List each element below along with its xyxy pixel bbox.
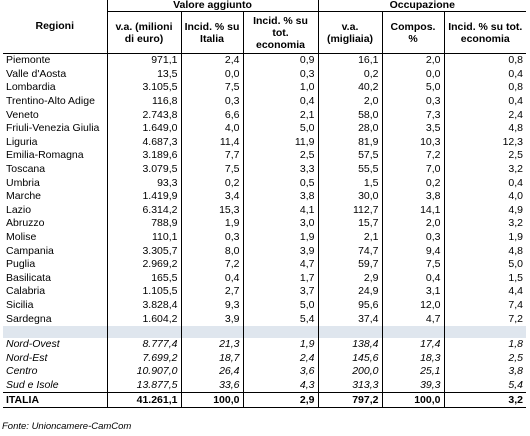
separator-cell — [3, 326, 107, 338]
group-header-row — [3, 0, 526, 12]
table-cell: 5,4 — [243, 312, 318, 326]
table-cell: 5,4 — [444, 379, 526, 393]
table-cell: 7,4 — [444, 299, 526, 313]
table-cell: 5,0 — [243, 122, 318, 136]
table-cell: 112,7 — [318, 204, 382, 218]
table-cell: 3,2 — [444, 163, 526, 177]
table-cell: 3,8 — [382, 190, 444, 204]
table-row — [3, 204, 526, 218]
table-cell: 4,8 — [444, 122, 526, 136]
table-cell: 95,6 — [318, 299, 382, 313]
table-cell: 13,5 — [107, 68, 181, 82]
row-label: Toscana — [6, 163, 46, 176]
table-cell: 7,5 — [181, 163, 243, 177]
table-cell: 4,3 — [243, 379, 318, 393]
table-cell: 1,9 — [243, 231, 318, 245]
table-cell: 57,5 — [318, 149, 382, 163]
table-cell: 1.649,0 — [107, 122, 181, 136]
valore-aggiunto-header: Valore aggiunto — [107, 0, 318, 12]
table-row — [3, 108, 526, 122]
row-label: Basilicata — [6, 271, 51, 284]
table-cell: 17,4 — [382, 338, 444, 352]
column-header: v.a. (milioni di euro) — [107, 12, 181, 54]
table-cell: 3,5 — [382, 122, 444, 136]
table-cell: 0,4 — [444, 176, 526, 190]
table-row — [3, 149, 526, 163]
table-cell: 4,9 — [444, 204, 526, 218]
table-row — [3, 81, 526, 95]
table-row — [3, 176, 526, 190]
table-cell: 28,0 — [318, 122, 382, 136]
table-row — [3, 163, 526, 177]
table-cell: 7,2 — [181, 258, 243, 272]
table-cell: 81,9 — [318, 136, 382, 150]
table-cell: 7,3 — [382, 108, 444, 122]
table-cell: 1,7 — [243, 272, 318, 286]
row-label: Sud e Isole — [6, 378, 59, 391]
table-cell: 3,2 — [444, 393, 526, 408]
table-cell: 1.105,5 — [107, 285, 181, 299]
row-label: Marche — [6, 190, 42, 203]
table-row — [3, 272, 526, 286]
table-row — [3, 95, 526, 109]
row-label: Abruzzo — [6, 217, 45, 230]
table-cell: 100,0 — [181, 393, 243, 408]
table-cell: 3.189,6 — [107, 149, 181, 163]
table-cell: 3,6 — [243, 365, 318, 379]
table-cell: 1,0 — [243, 81, 318, 95]
table-cell: 0,8 — [444, 54, 526, 68]
table-cell: 4,8 — [444, 244, 526, 258]
table-cell: 797,2 — [318, 393, 382, 408]
table-cell: 4.687,3 — [107, 136, 181, 150]
table-cell: 18,7 — [181, 351, 243, 365]
separator-cell — [444, 326, 526, 338]
table-cell: 2,1 — [318, 231, 382, 245]
table-row — [3, 299, 526, 313]
row-label: ITALIA — [3, 393, 107, 408]
table-cell: 0,3 — [181, 95, 243, 109]
table-body — [3, 54, 526, 408]
table-cell: 40,2 — [318, 81, 382, 95]
table-cell: 1,5 — [318, 176, 382, 190]
row-label: Emilia-Romagna — [6, 149, 84, 162]
aggregate-row — [3, 338, 526, 352]
separator-cell — [181, 326, 243, 338]
table-row — [3, 54, 526, 68]
separator-row — [3, 326, 526, 338]
table-row — [3, 244, 526, 258]
table-cell: 5,0 — [444, 258, 526, 272]
table-cell: 15,3 — [181, 204, 243, 218]
table-row — [3, 231, 526, 245]
table-cell: 0,3 — [243, 68, 318, 82]
row-label: Molise — [6, 231, 37, 244]
table-cell: 0,0 — [181, 68, 243, 82]
table-cell: 3,1 — [382, 285, 444, 299]
table-row — [3, 217, 526, 231]
table-cell: 5,0 — [382, 81, 444, 95]
table-cell: 3,2 — [444, 217, 526, 231]
column-header: Incid. % su Italia — [181, 12, 243, 54]
table-cell: 3,8 — [243, 190, 318, 204]
column-header: Incid. % su tot. economia — [444, 12, 526, 54]
row-label: Veneto — [6, 108, 39, 121]
table-cell: 788,9 — [107, 217, 181, 231]
table-cell: 16,1 — [318, 54, 382, 68]
table-cell: 0,9 — [243, 54, 318, 68]
table-row — [3, 285, 526, 299]
table-cell: 3,0 — [243, 217, 318, 231]
table-cell: 1,5 — [444, 272, 526, 286]
table-cell: 2,4 — [444, 108, 526, 122]
table-cell: 2.743,8 — [107, 108, 181, 122]
table-cell: 2.969,2 — [107, 258, 181, 272]
table-cell: 100,0 — [382, 393, 444, 408]
table-cell: 18,3 — [382, 351, 444, 365]
table-row — [3, 258, 526, 272]
column-header: Incid. % su tot. economia — [243, 12, 318, 54]
table-cell: 8.777,4 — [107, 338, 181, 352]
table-cell: 2,9 — [243, 393, 318, 408]
table-cell: 3.305,7 — [107, 244, 181, 258]
table-cell: 1,9 — [444, 231, 526, 245]
table-cell: 3,3 — [243, 163, 318, 177]
column-header: v.a. (migliaia) — [318, 12, 382, 54]
table-cell: 21,3 — [181, 338, 243, 352]
table-cell: 7,2 — [444, 312, 526, 326]
row-label: Lombardia — [6, 81, 56, 94]
table-cell: 3.828,4 — [107, 299, 181, 313]
table-cell: 0,3 — [181, 231, 243, 245]
table-cell: 15,7 — [318, 217, 382, 231]
table-cell: 24,9 — [318, 285, 382, 299]
table-cell: 138,4 — [318, 338, 382, 352]
total-row — [3, 393, 526, 408]
table-cell: 0,4 — [382, 272, 444, 286]
table-row — [3, 190, 526, 204]
table-cell: 2,5 — [444, 351, 526, 365]
table-cell: 2,7 — [181, 285, 243, 299]
table-cell: 9,3 — [181, 299, 243, 313]
aggregate-row — [3, 365, 526, 379]
table-cell: 25,1 — [382, 365, 444, 379]
table-cell: 971,1 — [107, 54, 181, 68]
table-cell: 11,4 — [181, 136, 243, 150]
table-cell: 13.877,5 — [107, 379, 181, 393]
table-cell: 2,4 — [243, 351, 318, 365]
table-row — [3, 68, 526, 82]
row-label: Sardegna — [6, 312, 52, 325]
table-cell: 3,7 — [243, 285, 318, 299]
table-cell: 2,0 — [318, 95, 382, 109]
table-row — [3, 312, 526, 326]
row-label: Piemonte — [6, 54, 51, 67]
row-label: Centro — [6, 365, 38, 378]
separator-cell — [107, 326, 181, 338]
separator-cell — [243, 326, 318, 338]
table-cell: 165,5 — [107, 272, 181, 286]
table-cell: 74,7 — [318, 244, 382, 258]
table-cell: 0,4 — [243, 95, 318, 109]
column-header: Compos. % — [382, 12, 444, 54]
table-cell: 11,9 — [243, 136, 318, 150]
regioni-header: Regioni — [3, 0, 107, 54]
source-note: Fonte: Unioncamere-CamCom — [2, 421, 132, 432]
table-cell: 1,9 — [181, 217, 243, 231]
row-label: Nord-Ovest — [6, 338, 60, 351]
table-cell: 4,1 — [243, 204, 318, 218]
table-cell: 116,8 — [107, 95, 181, 109]
table-cell: 7,5 — [181, 81, 243, 95]
table-cell: 10,3 — [382, 136, 444, 150]
row-label: Umbria — [6, 176, 40, 189]
table-cell: 0,8 — [444, 81, 526, 95]
table-cell: 145,6 — [318, 351, 382, 365]
table-cell: 55,5 — [318, 163, 382, 177]
table-cell: 0,5 — [243, 176, 318, 190]
table-cell: 59,7 — [318, 258, 382, 272]
table-cell: 200,0 — [318, 365, 382, 379]
separator-cell — [318, 326, 382, 338]
table-cell: 39,3 — [382, 379, 444, 393]
aggregate-row — [3, 351, 526, 365]
table-cell: 6.314,2 — [107, 204, 181, 218]
table-cell: 9,4 — [382, 244, 444, 258]
table-row — [3, 136, 526, 150]
row-label: Lazio — [6, 203, 32, 216]
table-cell: 2,0 — [382, 217, 444, 231]
table-cell: 1.419,9 — [107, 190, 181, 204]
table-cell: 12,3 — [444, 136, 526, 150]
row-label: Sicilia — [6, 298, 34, 311]
table-cell: 2,9 — [318, 272, 382, 286]
table-cell: 37,4 — [318, 312, 382, 326]
table-cell: 3,9 — [243, 244, 318, 258]
table-cell: 14,1 — [382, 204, 444, 218]
table-cell: 110,1 — [107, 231, 181, 245]
table-cell: 6,6 — [181, 108, 243, 122]
data-table — [3, 0, 526, 408]
table-cell: 33,6 — [181, 379, 243, 393]
separator-cell — [382, 326, 444, 338]
aggregate-row — [3, 379, 526, 393]
table-cell: 7,0 — [382, 163, 444, 177]
row-label: Liguria — [6, 135, 38, 148]
row-label: Nord-Est — [6, 351, 48, 364]
table-cell: 3,9 — [181, 312, 243, 326]
row-label: Valle d'Aosta — [6, 67, 67, 80]
table-cell: 7.699,2 — [107, 351, 181, 365]
row-label: Trentino-Alto Adige — [6, 95, 95, 108]
table-cell: 4,7 — [243, 258, 318, 272]
table-cell: 0,3 — [382, 95, 444, 109]
table-row — [3, 122, 526, 136]
table-cell: 0,2 — [382, 176, 444, 190]
table-cell: 2,1 — [243, 108, 318, 122]
table-cell: 2,5 — [444, 149, 526, 163]
row-label: Calabria — [6, 285, 46, 298]
table-cell: 26,4 — [181, 365, 243, 379]
table-cell: 2,4 — [181, 54, 243, 68]
table-cell: 4,0 — [444, 190, 526, 204]
table-cell: 4,4 — [444, 285, 526, 299]
row-label: Campania — [6, 244, 54, 257]
table-cell: 3,4 — [181, 190, 243, 204]
table-cell: 58,0 — [318, 108, 382, 122]
table-cell: 41.261,1 — [107, 393, 181, 408]
table-cell: 0,4 — [444, 68, 526, 82]
table-cell: 3,8 — [444, 365, 526, 379]
table-cell: 4,7 — [382, 312, 444, 326]
row-label: Puglia — [6, 258, 36, 271]
table-cell: 8,0 — [181, 244, 243, 258]
table-cell: 7,7 — [181, 149, 243, 163]
table-cell: 30,0 — [318, 190, 382, 204]
table-cell: 0,4 — [444, 95, 526, 109]
table-cell: 0,3 — [382, 231, 444, 245]
occupazione-header: Occupazione — [318, 0, 526, 12]
table-cell: 3.079,5 — [107, 163, 181, 177]
table-cell: 5,0 — [243, 299, 318, 313]
table-cell: 3.105,5 — [107, 81, 181, 95]
table-cell: 1,9 — [243, 338, 318, 352]
table-cell: 0,2 — [181, 176, 243, 190]
table-cell: 7,5 — [382, 258, 444, 272]
table-cell: 10.907,0 — [107, 365, 181, 379]
table-cell: 1.604,2 — [107, 312, 181, 326]
table-cell: 7,2 — [382, 149, 444, 163]
table-cell: 2,0 — [382, 54, 444, 68]
table-cell: 313,3 — [318, 379, 382, 393]
table-cell: 0,0 — [382, 68, 444, 82]
table-cell: 12,0 — [382, 299, 444, 313]
table-cell: 2,5 — [243, 149, 318, 163]
table-cell: 1,8 — [444, 338, 526, 352]
row-label: Friuli-Venezia Giulia — [6, 122, 100, 135]
table-cell: 0,2 — [318, 68, 382, 82]
table-cell: 93,3 — [107, 176, 181, 190]
table-cell: 4,0 — [181, 122, 243, 136]
table-cell: 0,4 — [181, 272, 243, 286]
